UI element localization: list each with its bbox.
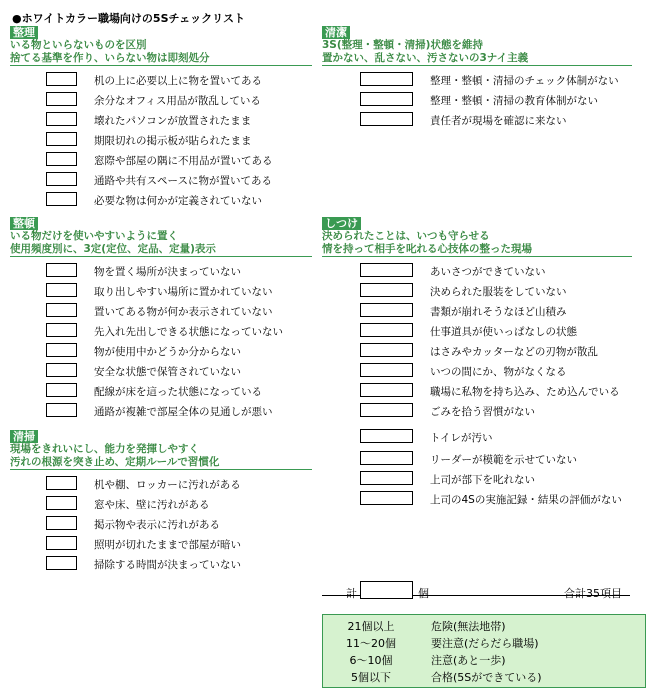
total-item-count: 合計35項目: [564, 587, 622, 600]
checkbox[interactable]: [46, 383, 77, 397]
item-label: いつの間にか、物がなくなる: [430, 366, 567, 378]
checkbox[interactable]: [360, 403, 413, 417]
section-subtitle: 現場をきれいにし、能力を発揮しやすく: [10, 443, 199, 455]
checkbox[interactable]: [360, 92, 413, 106]
list-item: [322, 401, 632, 421]
checkbox[interactable]: [46, 112, 77, 126]
item-label: 窓や床、壁に汚れがある: [94, 499, 210, 511]
section-heading: 清掃: [10, 430, 38, 443]
scoring-legend: [322, 614, 646, 688]
checkbox[interactable]: [360, 429, 413, 443]
score-desc: 合格(5Sができている): [431, 671, 542, 684]
item-label: 通路が複雑で部屋全体の見通しが悪い: [94, 406, 273, 418]
section-subtitle: 使用頻度別に、3定(定位、定品、定量)表示: [10, 243, 312, 258]
item-label: あいさつができていない: [430, 266, 546, 278]
checklist: [10, 70, 312, 210]
list-item: [10, 301, 312, 321]
checkbox[interactable]: [46, 92, 77, 106]
item-label: 掲示物や表示に汚れがある: [94, 519, 220, 531]
checkbox[interactable]: [46, 72, 77, 86]
item-label: 仕事道具が使いっぱなしの状態: [430, 326, 577, 338]
checklist: [322, 261, 632, 509]
total-label: 計: [346, 587, 357, 600]
checkbox[interactable]: [360, 471, 413, 485]
item-label: 整理・整頓・清掃の教育体制がない: [430, 95, 598, 107]
list-item: [322, 301, 632, 321]
list-item: [10, 70, 312, 90]
list-item: [10, 381, 312, 401]
checkbox[interactable]: [360, 263, 413, 277]
list-item: [322, 469, 632, 489]
list-item: [322, 110, 632, 130]
checklist: [322, 70, 632, 130]
list-item: [10, 494, 312, 514]
checkbox[interactable]: [46, 323, 77, 337]
section-subtitle: いる物だけを使いやすいように置く: [10, 230, 178, 242]
item-label: 物が使用中かどうか分からない: [94, 346, 241, 358]
item-label: 期限切れの掲示板が貼られたまま: [94, 135, 252, 147]
list-item: [10, 170, 312, 190]
item-label: 責任者が現場を確認に来ない: [430, 115, 567, 127]
checkbox[interactable]: [46, 496, 77, 510]
checkbox[interactable]: [360, 343, 413, 357]
score-range: 21個以上: [347, 620, 395, 633]
list-item: [10, 514, 312, 534]
checkbox[interactable]: [360, 72, 413, 86]
list-item: [322, 90, 632, 110]
list-item: [322, 421, 632, 449]
checkbox[interactable]: [360, 383, 413, 397]
list-item: [10, 150, 312, 170]
list-item: [10, 554, 312, 574]
list-item: [322, 281, 632, 301]
checklist: [10, 261, 312, 421]
score-range: 11～20個: [346, 637, 396, 650]
checkbox[interactable]: [46, 192, 77, 206]
checkbox[interactable]: [360, 112, 413, 126]
checkbox[interactable]: [46, 516, 77, 530]
checkbox[interactable]: [46, 343, 77, 357]
section-heading: 整頓: [10, 217, 38, 230]
page-title: ●ホワイトカラー職場向けの5Sチェックリスト: [12, 12, 245, 25]
list-item: [10, 261, 312, 281]
item-label: 書類が崩れそうなほど山積み: [430, 306, 567, 318]
item-label: 上司の4Sの実施記録・結果の評価がない: [430, 494, 622, 506]
list-item: [322, 489, 632, 509]
item-label: 配線が床を這った状態になっている: [94, 386, 262, 398]
list-item: [10, 130, 312, 150]
item-label: 置いてある物が何か表示されていない: [94, 306, 273, 318]
section-seisou: [10, 430, 312, 574]
score-range: 5個以下: [351, 671, 391, 684]
section-subtitle: 汚れの根源を突き止め、定期ルールで習慣化: [10, 456, 312, 471]
item-label: 決められた服装をしていない: [430, 286, 567, 298]
item-label: 机や棚、ロッカーに汚れがある: [94, 479, 241, 491]
item-label: 職場に私物を持ち込み、ため込んでいる: [430, 386, 620, 398]
checkbox[interactable]: [360, 451, 413, 465]
checkbox[interactable]: [46, 263, 77, 277]
checkbox[interactable]: [46, 363, 77, 377]
item-label: 安全な状態で保管されていない: [94, 366, 241, 378]
checkbox[interactable]: [360, 491, 413, 505]
list-item: [322, 261, 632, 281]
item-label: 必要な物は何かが定義されていない: [94, 195, 262, 207]
list-item: [10, 474, 312, 494]
checkbox[interactable]: [46, 556, 77, 570]
item-label: リーダーが模範を示せていない: [430, 454, 577, 466]
checkbox[interactable]: [360, 303, 413, 317]
list-item: [10, 401, 312, 421]
total-row: [322, 567, 630, 600]
checkbox[interactable]: [46, 283, 77, 297]
total-unit: 個: [418, 587, 429, 600]
item-label: 机の上に必要以上に物を置いてある: [94, 75, 262, 87]
checkbox[interactable]: [46, 476, 77, 490]
checkbox[interactable]: [46, 403, 77, 417]
list-item: [10, 361, 312, 381]
checkbox[interactable]: [46, 536, 77, 550]
checkbox[interactable]: [46, 172, 77, 186]
item-label: 物を置く場所が決まっていない: [94, 266, 241, 278]
section-shitsuke: [322, 217, 632, 509]
section-subtitle: いる物といらないものを区別: [10, 39, 147, 51]
checklist: [10, 474, 312, 574]
section-heading: 清潔: [322, 26, 350, 39]
score-desc: 危険(無法地帯): [431, 620, 506, 633]
item-label: トイレが汚い: [430, 432, 493, 444]
checkbox[interactable]: [360, 323, 413, 337]
checkbox[interactable]: [360, 283, 413, 297]
item-label: 整理・整頓・清掃のチェック体制がない: [430, 75, 619, 87]
list-item: [10, 341, 312, 361]
list-item: [10, 281, 312, 301]
list-item: [10, 534, 312, 554]
section-seiketsu: [322, 26, 632, 130]
section-seiton: [10, 217, 312, 421]
item-label: 先入れ先出しできる状態になっていない: [94, 326, 283, 338]
item-label: 窓際や部屋の隅に不用品が置いてある: [94, 155, 273, 167]
list-item: [10, 110, 312, 130]
section-subtitle: 決められたことは、いつも守らせる: [322, 230, 490, 242]
section-subtitle: 捨てる基準を作り、いらない物は即刻処分: [10, 52, 312, 67]
list-item: [322, 321, 632, 341]
section-subtitle: 置かない、乱さない、汚さないの3ナイ主義: [322, 52, 632, 67]
section-heading: しつけ: [322, 217, 361, 230]
item-label: 掃除する時間が決まっていない: [94, 559, 241, 571]
item-label: 上司が部下を叱れない: [430, 474, 535, 486]
item-label: 通路や共有スペースに物が置いてある: [94, 175, 272, 187]
list-item: [322, 381, 632, 401]
item-label: 余分なオフィス用品が散乱している: [94, 95, 261, 107]
item-label: 照明が切れたままで部屋が暗い: [94, 539, 241, 551]
section-seiri: [10, 26, 312, 210]
item-label: はさみやカッターなどの刃物が散乱: [430, 346, 598, 358]
item-label: 壊れたパソコンが放置されたまま: [94, 115, 252, 127]
section-heading: 整理: [10, 26, 38, 39]
score-range: 6～10個: [349, 654, 393, 667]
item-label: ごみを拾う習慣がない: [430, 406, 535, 418]
score-desc: 要注意(だらだら職場): [431, 637, 539, 650]
checkbox[interactable]: [46, 303, 77, 317]
list-item: [10, 190, 312, 210]
list-item: [322, 70, 632, 90]
score-desc: 注意(あと一歩): [431, 654, 506, 667]
list-item: [322, 361, 632, 381]
list-item: [10, 321, 312, 341]
checkbox[interactable]: [360, 363, 413, 377]
item-label: 取り出しやすい場所に置かれていない: [94, 286, 273, 298]
total-count-input[interactable]: [360, 581, 413, 599]
section-subtitle: 情を持って相手を叱れる心技体の整った現場: [322, 243, 632, 258]
checkbox[interactable]: [46, 132, 77, 146]
list-item: [322, 449, 632, 469]
list-item: [322, 341, 632, 361]
section-subtitle: 3S(整理・整頓・清掃)状態を維持: [322, 39, 483, 51]
list-item: [10, 90, 312, 110]
checkbox[interactable]: [46, 152, 77, 166]
